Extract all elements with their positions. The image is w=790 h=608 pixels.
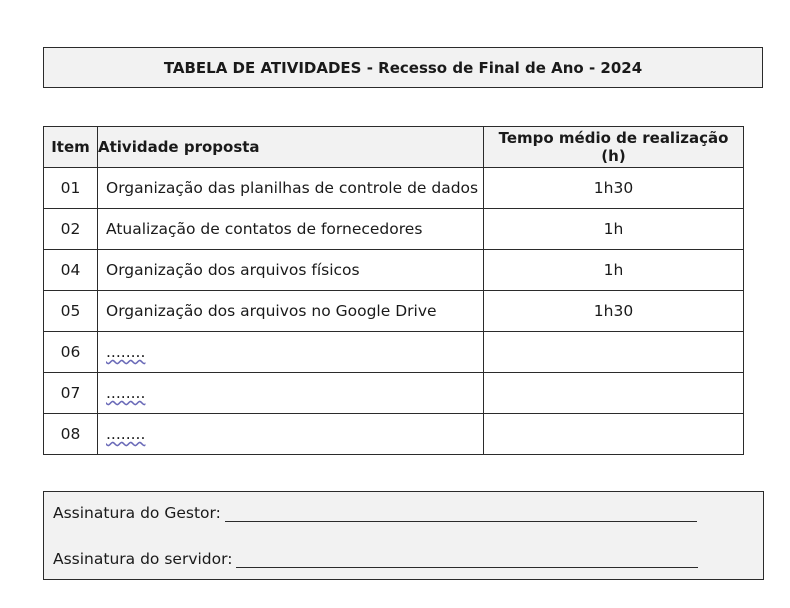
cell-activity [98, 332, 484, 373]
table-row [44, 332, 744, 373]
table-row [44, 250, 744, 291]
table-row [44, 209, 744, 250]
employee-signature-label: Assinatura do servidor: [53, 550, 233, 568]
placeholder-dots: ........ [106, 384, 146, 402]
placeholder-dots: ........ [106, 425, 146, 443]
cell-time [484, 414, 744, 455]
cell-time [484, 373, 744, 414]
placeholder-dots: ........ [106, 343, 146, 361]
table-row [44, 168, 744, 209]
manager-signature-line [53, 503, 697, 522]
table-row [44, 373, 744, 414]
employee-signature-line [53, 549, 698, 568]
header-time: Tempo médio de realização (h) [484, 127, 744, 168]
header-item: Item [44, 127, 98, 168]
table-row [44, 291, 744, 332]
cell-item: 06 [44, 332, 98, 373]
cell-time [484, 332, 744, 373]
employee-signature-field[interactable] [236, 549, 698, 568]
cell-item: 05 [44, 291, 98, 332]
cell-time: 1h [484, 209, 744, 250]
cell-activity: Atualização de contatos de fornecedores [98, 209, 484, 250]
cell-item: 04 [44, 250, 98, 291]
cell-activity: Organização dos arquivos físicos [98, 250, 484, 291]
cell-activity [98, 373, 484, 414]
table-header-row [44, 127, 744, 168]
cell-time: 1h30 [484, 168, 744, 209]
cell-time: 1h30 [484, 291, 744, 332]
manager-signature-field[interactable] [225, 503, 697, 522]
activities-table [43, 126, 744, 455]
cell-activity: Organização das planilhas de controle de dados [98, 168, 484, 209]
cell-item: 07 [44, 373, 98, 414]
cell-item: 08 [44, 414, 98, 455]
cell-activity [98, 414, 484, 455]
cell-item: 01 [44, 168, 98, 209]
header-activity: Atividade proposta [98, 127, 484, 168]
cell-item: 02 [44, 209, 98, 250]
document-title-text: TABELA DE ATIVIDADES - Recesso de Final de Ano - 2024 [163, 58, 643, 77]
document-title [43, 47, 763, 88]
cell-activity: Organização dos arquivos no Google Drive [98, 291, 484, 332]
table-row [44, 414, 744, 455]
signature-box [43, 491, 764, 580]
manager-signature-label: Assinatura do Gestor: [53, 504, 221, 522]
cell-time: 1h [484, 250, 744, 291]
